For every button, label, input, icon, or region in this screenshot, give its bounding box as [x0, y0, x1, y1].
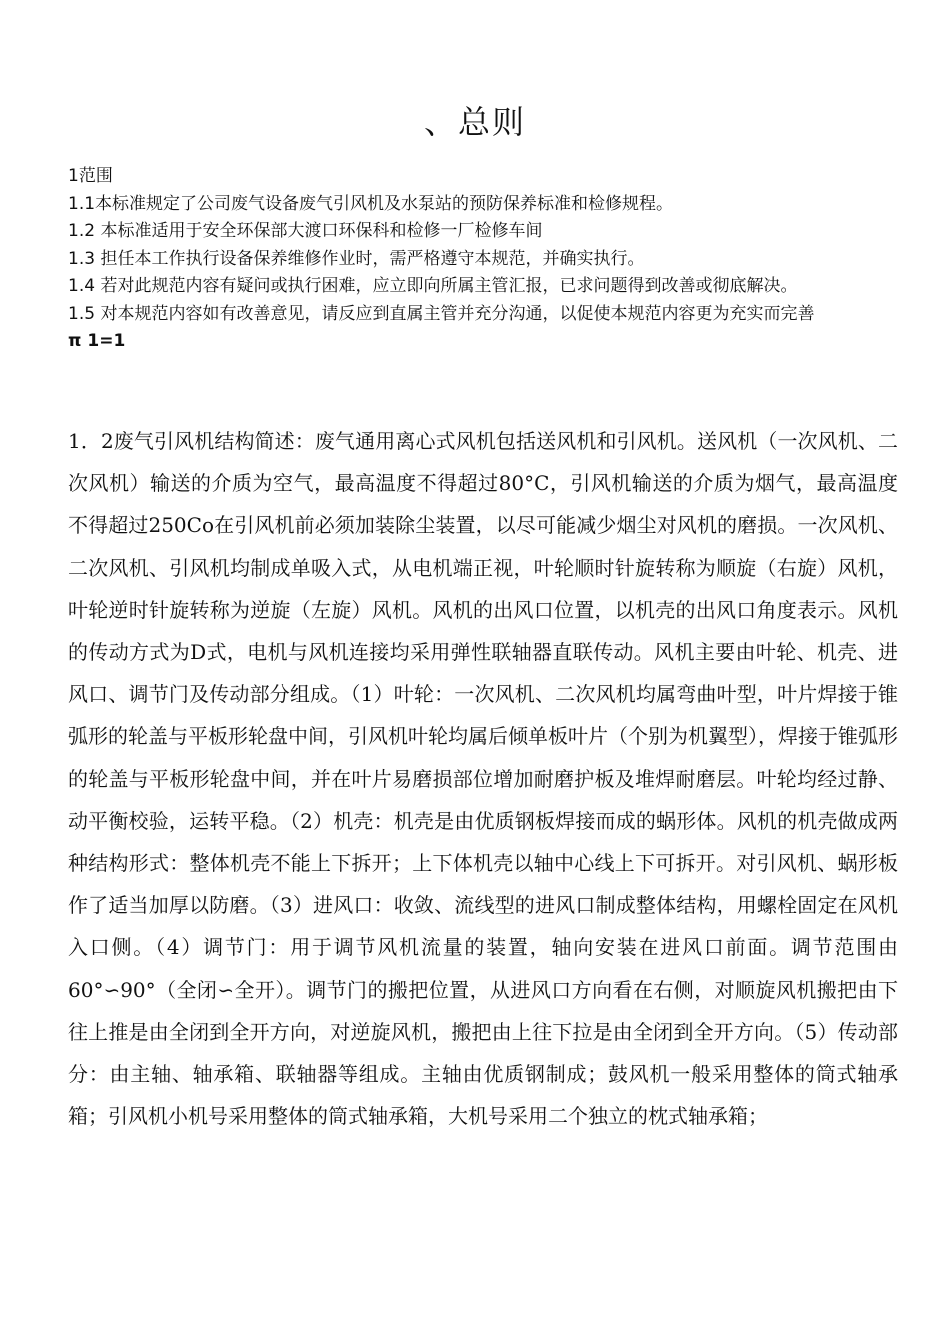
scope-item-1-3: 1.3 担任本工作执行设备保养维修作业时，需严格遵守本规范，并确实执行。 [68, 248, 645, 269]
structure-description-paragraph: 1．2废气引风机结构简述：废气通用离心式风机包括送风机和引风机。送风机（一次风机、二次风机）输送的介质为空气，最高温度不得超过80°C，引风机输送的介质为烟气，最高温度不得超过250Co在引风机前必须加装除尘装置，以尽可能减少烟尘对风机的磨损。一次风机、二次风机、引风机均制成单吸入式，从电机端正视，叶轮顺时针旋转称为顺旋（右旋）风机，叶轮逆时针旋转称为逆旋（左旋）风机。风机的出风口位置，以机壳的出风口角度表示。风机的传动方式为D式，电机与风机连接均采用弹性联轴器直联传动。风机主要由叶轮、机壳、进风口、调节门及传动部分组成。（1）叶轮：一次风机、二次风机均属弯曲叶型，叶片焊接于锥弧形的轮盖与平板形轮盘中间，引风机叶轮均属后倾单板叶片（个别为机翼型），焊接于锥弧形的轮盖与平板形轮盘中间，并在叶片易磨损部位增加耐磨护板及堆焊耐磨层。叶轮均经过静、动平衡校验，运转平稳。（2）机壳：机壳是由优质钢板焊接而成的蜗形体。风机的机壳做成两种结构形式：整体机壳不能上下拆开；上下体机壳以轴中心线上下可拆开。对引风机、蜗形板作了适当加厚以防磨。（3）进风口：收敛、流线型的进风口制成整体结构，用螺栓固定在风机入口侧。（4）调节门：用于调节风机流量的装置，轴向安装在进风口前面。调节范围由60°∽90°（全闭∽全开）。调节门的搬把位置，从进风口方向看在右侧，对顺旋风机搬把由下往上推是由全闭到全开方向，对逆旋风机，搬把由上往下拉是由全闭到全开方向。（5）传动部分：由主轴、轴承箱、联轴器等组成。主轴由优质钢制成；鼓风机一般采用整体的筒式轴承箱；引风机小机号采用整体的筒式轴承箱，大机号采用二个独立的枕式轴承箱； [68, 429, 898, 1129]
scope-item-1-1: 1.1本标准规定了公司废气设备废气引风机及水泵站的预防保养标准和检修规程。 [68, 193, 674, 214]
scope-item-1-2: 1.2 本标准适用于安全环保部大渡口环保科和检修一厂检修车间 [68, 221, 543, 241]
scope-heading: 1范围 [68, 166, 113, 186]
scope-item-1-4: 1.4 若对此规范内容有疑问或执行困难，应立即向所属主管汇报，已求问题得到改善或彻底解决。 [68, 276, 798, 296]
scope-item-1-5: 1.5 对本规范内容如有改善意见，请反应到直属主管并充分沟通，以促使本规范内容更为充实而完善 [68, 303, 815, 324]
document-title: 、总则 [423, 103, 526, 141]
scope-section [68, 163, 908, 356]
formula-line: π 1=1 [68, 331, 126, 351]
